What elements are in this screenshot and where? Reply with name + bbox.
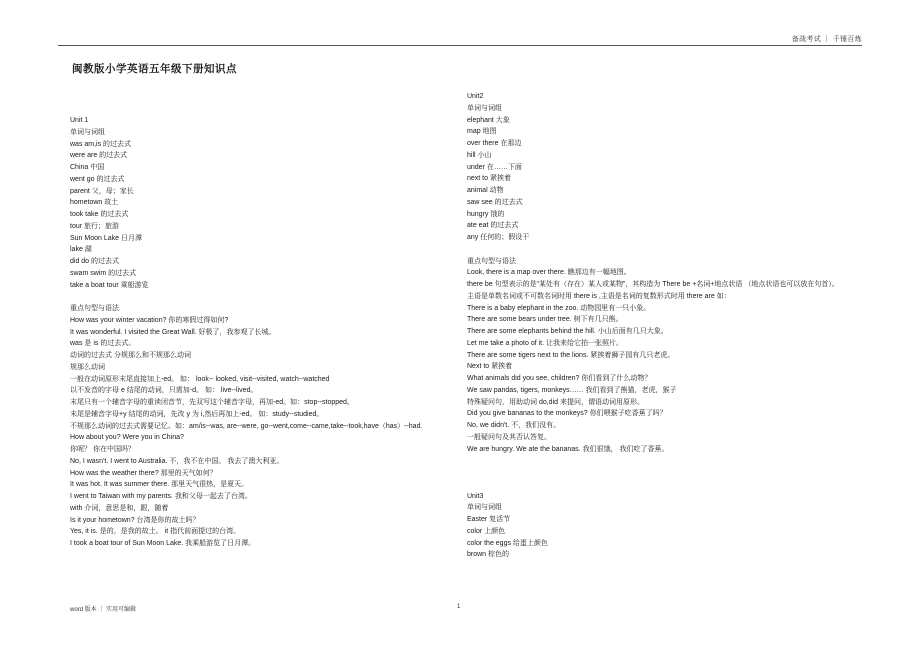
text-line: Yes, it is. 是的，是我的故土。 it 指代前面提过的台湾。: [70, 528, 241, 536]
header-divider: [58, 45, 862, 46]
section-heading: 重点句型与语法: [70, 305, 119, 312]
text-line: tour 旅行；旅游: [70, 222, 120, 230]
text-line: 一般疑问句及其否认答复。: [467, 433, 551, 441]
footer-text: word 版本 ｜ 实用可编辑: [70, 607, 137, 613]
text-line: was 是 is 的过去式。: [70, 340, 136, 348]
text-line: Easter 复活节: [467, 516, 511, 523]
unit2-heading: Unit2: [467, 93, 484, 100]
text-line: were are 的过去式: [70, 152, 128, 160]
text-line: 你呢？ 你在中国吗？: [70, 446, 135, 453]
text-line: 单词与词组: [70, 128, 105, 136]
left-column: [70, 115, 450, 550]
text-line: 单词与词组: [467, 504, 502, 512]
text-line: animal 动物: [467, 187, 504, 194]
text-line: There is a baby elephant in the zoo. 动物园里有一只小象。: [467, 304, 651, 312]
text-line: with 介词，意思是和，跟，随着: [70, 504, 169, 512]
text-line: parent 父，母；家长: [70, 187, 134, 195]
text-line: Look, there is a map over there. 瞧那边有一幅地图。: [467, 269, 631, 277]
right-column: [467, 91, 862, 561]
text-line: under 在……下面: [467, 163, 522, 171]
text-line: What animals did you see, children? 你们看到了什么动物？: [467, 375, 652, 382]
text-line: lake 湖: [70, 246, 92, 254]
text-line: took take 的过去式: [70, 211, 129, 218]
document-title: 闽教版小学英语五年级下册知识点: [72, 63, 237, 75]
text-line: No, we didn't. 不，我们没有。: [467, 422, 561, 429]
text-line: hungry 饿的: [467, 210, 505, 218]
text-line: There are some tigers next to the lions. 紧挨着狮子园有几只老虎。: [467, 351, 675, 359]
section-heading: 重点句型与语法: [467, 257, 516, 265]
text-line: 特殊疑问句，用助动词 do,did 来提问，谓语动词用原形。: [467, 398, 644, 406]
text-line: any 任何的；假设干: [467, 234, 530, 241]
text-line: 以不发音的字母 e 结尾的动词，只需加-d。 如： live--lived。: [70, 387, 258, 395]
text-line: There are some bears under tree. 树下有几只熊。: [467, 316, 623, 324]
text-line: How about you? Were you in China?: [70, 434, 184, 442]
spacer: [467, 244, 862, 256]
text-line: It was wonderful. I visited the Great Wall. 好极了，我参观了长城。: [70, 328, 276, 336]
text-line: Sun Moon Lake 日月潭: [70, 234, 142, 242]
page-number: 1: [457, 604, 461, 610]
text-line: Did you give bananas to the monkeys? 你们喂猴子吃香蕉了吗？: [467, 410, 667, 418]
text-line: How was your winter vacation? 你的寒假过得如何?: [70, 316, 229, 324]
header-tagline: 备战考试 ｜ 千锤百炼: [791, 36, 862, 43]
text-line: 动词的过去式 分规那么和不规那么动词: [70, 352, 191, 359]
text-line: 单词与词组: [467, 104, 502, 112]
spacer: [70, 291, 450, 303]
text-line: there be 句型表示的是“某处有（存在）某人或某物”，其构造为 There be +名词+地点状语 （地点状语也可以放在句首）。: [467, 281, 839, 288]
unit3-heading: Unit3: [467, 492, 484, 500]
text-line: I went to Taiwan with my parents. 我和父母一起去了台湾。: [70, 493, 252, 500]
text-line: 末尾只有一个辅音字母的重读闭音节，先双写这个辅音字母，再加-ed。如：stop--stopped。: [70, 399, 354, 406]
spacer: [467, 479, 862, 491]
text-line: take a boat tour 乘船游览: [70, 281, 149, 289]
text-line: No, I wasn't. I went to Australia. 不，我不在中国。 我去了澳大利亚。: [70, 457, 284, 465]
text-line: We saw pandas, tigers, monkeys…… 我们看到了熊猫，老虎，猴子: [467, 386, 677, 394]
text-line: China 中国: [70, 164, 105, 171]
text-line: did do 的过去式: [70, 258, 120, 265]
text-line: elephant 大象: [467, 116, 510, 124]
text-line: Let me take a photo of it. 让我来给它拍一张照片。: [467, 339, 623, 347]
text-line: ate eat 的过去式: [467, 222, 519, 230]
text-line: was am,is 的过去式: [70, 140, 132, 148]
text-line: 规那么动词: [70, 363, 105, 371]
text-line: brown 棕色的: [467, 551, 510, 559]
text-line: next to 紧挨着: [467, 175, 511, 183]
spacer: [467, 467, 862, 479]
text-line: went go 的过去式: [70, 175, 125, 183]
text-line: Next to 紧挨着: [467, 363, 513, 371]
text-line: There are some elephants behind the hill. 小山后面有几只大象。: [467, 328, 668, 335]
text-line: I took a boat tour of Sun Moon Lake. 我乘船游览了日月潭。: [70, 540, 256, 547]
text-line: saw see 的过去式: [467, 198, 523, 206]
text-line: color 上颜色: [467, 527, 506, 535]
unit1-heading: Unit 1: [70, 117, 89, 124]
text-line: over there 在那边: [467, 140, 522, 147]
text-line: hill 小山: [467, 151, 492, 159]
text-line: swam swim 的过去式: [70, 269, 137, 277]
text-line: 不规那么动词的过去式需要记忆。如：am/is--was, are--were, go--went,come--came,take--took,have（has）--had.: [70, 422, 423, 430]
text-line: It was hot. It was summer there. 那里天气很热，是夏天。: [70, 481, 249, 489]
text-line: color the eggs 给蛋上颜色: [467, 539, 548, 547]
text-line: How was the weather there? 那里的天气如何？: [70, 469, 217, 477]
text-line: Is it your hometown? 台湾是你的故土吗？: [70, 516, 200, 524]
text-line: 一般在动词原形末尾直接加上-ed。 如： look-- looked, visit--visited, watch--watched: [70, 375, 330, 383]
text-line: map 地图: [467, 128, 497, 136]
text-line: 主语是单数名词或不可数名词时用 there is ,主语是名词的复数形式时用 there are 如：: [467, 292, 731, 300]
spacer: [467, 455, 862, 467]
text-line: We are hungry. We ate the bananas. 我们很饿， 我们吃了香蕉。: [467, 445, 669, 453]
text-line: hometown 故土: [70, 199, 119, 207]
text-line: 末尾是辅音字母+y 结尾的动词，先改 y 为 i,然后再加上-ed。 如：study--studied。: [70, 410, 324, 418]
